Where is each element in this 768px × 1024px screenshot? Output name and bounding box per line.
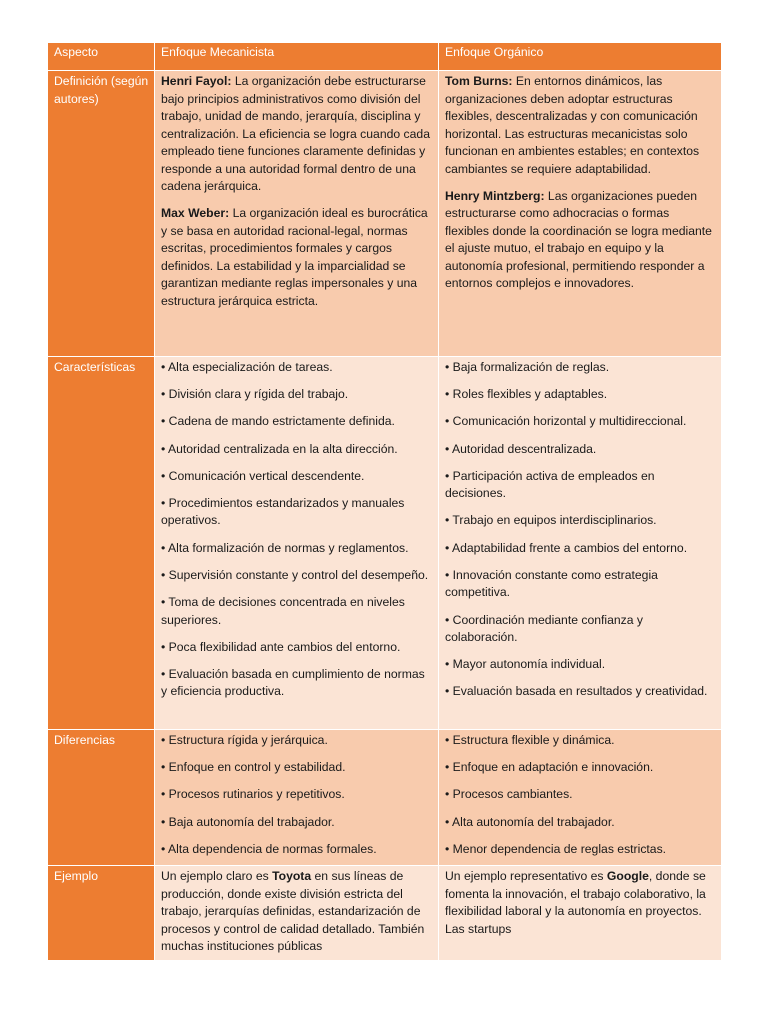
cell-definicion-mecanicista xyxy=(155,71,439,357)
author-text: Las organizaciones pueden estructurarse como adhocracias o formas flexibles donde la coordinación se logra mediante el ajuste mutuo, el trabajo en equipo y la autonomía profesional, permitiendo responder a entornos complejos e innovadores. xyxy=(445,188,712,290)
example-company: Google xyxy=(606,869,649,883)
example-company: Toyota xyxy=(272,869,312,883)
list-item: • Alta formalización de normas y reglamentos. xyxy=(161,540,409,555)
list-item: • Participación activa de empleados en decisiones. xyxy=(445,468,655,501)
list-item: • Menor dependencia de reglas estrictas. xyxy=(445,841,667,856)
list-item: • Baja autonomía del trabajador. xyxy=(161,814,335,829)
row-label-ejemplo: Ejemplo xyxy=(48,866,155,961)
header-row xyxy=(48,43,722,71)
list-item: • División clara y rígida del trabajo. xyxy=(161,387,349,402)
author-text: La organización debe estructurarse bajo principios administrativos como división del trabajo, unidad de mando, jerarquía, disciplina y centralización. La eficiencia se logra cuando cada empleado tiene funciones claramente definidas y responde a una autoridad formal dentro de una cadena jerárquica. xyxy=(161,74,430,193)
row-ejemplo xyxy=(48,866,722,961)
example-text-before: Un ejemplo representativo es xyxy=(445,869,607,883)
list-item: • Procesos cambiantes. xyxy=(445,787,573,802)
list-item: • Evaluación basada en cumplimiento de normas y eficiencia productiva. xyxy=(161,666,425,699)
list-item: • Procedimientos estandarizados y manuales operativos. xyxy=(161,495,405,528)
list-item: • Alta dependencia de normas formales. xyxy=(161,841,377,856)
list-item: • Coordinación mediante confianza y colaboración. xyxy=(445,612,644,644)
list-item: • Evaluación basada en resultados y creatividad. xyxy=(445,684,708,699)
list-item: • Innovación constante como estrategia competitiva. xyxy=(445,567,658,600)
row-diferencias xyxy=(48,730,722,866)
author-name: Max Weber: xyxy=(161,206,230,220)
author-paragraph xyxy=(445,188,716,293)
author-name: Tom Burns: xyxy=(445,74,513,88)
example-text-after: , donde se fomenta la innovación, el trabajo colaborativo, la flexibilidad laboral y la autonomía en proyectos. Las startups xyxy=(445,869,706,936)
cell-diferencias-mecanicista xyxy=(155,730,439,866)
list-item: • Procesos rutinarios y repetitivos. xyxy=(161,787,345,802)
row-caracteristicas xyxy=(48,357,722,730)
list-item: • Mayor autonomía individual. xyxy=(445,657,606,672)
row-label-caracteristicas: Características xyxy=(48,357,155,730)
row-label-definicion: Definición (según autores) xyxy=(48,71,155,357)
row-definicion xyxy=(48,71,722,357)
list-item: • Toma de decisiones concentrada en niveles superiores. xyxy=(161,595,405,627)
list-item: • Enfoque en control y estabilidad. xyxy=(161,760,346,775)
author-text: La organización ideal es burocrática y se basa en autoridad racional-legal, normas escritas, procedimientos formales y cargos definidos. La estabilidad y la imparcialidad se garantizan mediante reglas impersonales y una estructura jerárquica estricta. xyxy=(161,206,428,308)
list-item: • Baja formalización de reglas. xyxy=(445,360,610,374)
cell-diferencias-organico xyxy=(439,730,722,866)
list-item: • Enfoque en adaptación e innovación. xyxy=(445,760,654,775)
author-paragraph xyxy=(161,205,433,310)
header-mecanicista: Enfoque Mecanicista xyxy=(155,43,439,71)
list-item: • Alta autonomía del trabajador. xyxy=(445,814,615,829)
list-item: • Alta especialización de tareas. xyxy=(161,360,333,374)
list-item: • Adaptabilidad frente a cambios del entorno. xyxy=(445,540,688,555)
author-name: Henry Mintzberg: xyxy=(445,188,545,203)
list-item: • Estructura rígida y jerárquica. xyxy=(161,733,328,747)
row-label-diferencias: Diferencias xyxy=(48,730,155,866)
cell-ejemplo-organico xyxy=(439,866,722,961)
cell-caracteristicas-mecanicista xyxy=(155,357,439,730)
list-item: • Supervisión constante y control del desempeño. xyxy=(161,567,429,582)
author-paragraph xyxy=(445,73,716,178)
list-item: • Autoridad centralizada en la alta dirección. xyxy=(161,441,398,456)
comparison-table xyxy=(47,42,722,961)
author-text: En entornos dinámicos, las organizaciones deben adoptar estructuras flexibles, descentralizadas y con comunicación horizontal. Las estructuras mecanicistas solo funcionan en ambientes estables; en contextos cambiantes se requiere adaptabilidad. xyxy=(445,74,700,176)
list-item: • Cadena de mando estrictamente definida. xyxy=(161,414,395,429)
list-item: • Poca flexibilidad ante cambios del entorno. xyxy=(161,639,401,654)
list-item: • Estructura flexible y dinámica. xyxy=(445,733,615,747)
cell-definicion-organico xyxy=(439,71,722,357)
bullet-list xyxy=(445,732,716,858)
author-paragraph xyxy=(161,73,433,196)
author-name: Henri Fayol: xyxy=(161,74,232,88)
list-item: • Roles flexibles y adaptables. xyxy=(445,387,608,402)
header-aspecto: Aspecto xyxy=(48,43,155,71)
cell-ejemplo-mecanicista xyxy=(155,866,439,961)
example-text-before: Un ejemplo claro es xyxy=(161,869,273,883)
bullet-list xyxy=(161,359,433,701)
example-text-after: en sus líneas de producción, donde existe división estricta del trabajo, jerarquías definidas, estandarización de procesos y control de calidad detallado. También muchas instituciones públicas xyxy=(161,869,425,953)
list-item: • Comunicación vertical descendente. xyxy=(161,468,365,483)
bullet-list xyxy=(445,359,716,701)
list-item: • Comunicación horizontal y multidireccional. xyxy=(445,414,687,429)
cell-caracteristicas-organico xyxy=(439,357,722,730)
list-item: • Trabajo en equipos interdisciplinarios. xyxy=(445,513,657,528)
header-organico: Enfoque Orgánico xyxy=(439,43,722,71)
list-item: • Autoridad descentralizada. xyxy=(445,441,597,456)
bullet-list xyxy=(161,732,433,858)
